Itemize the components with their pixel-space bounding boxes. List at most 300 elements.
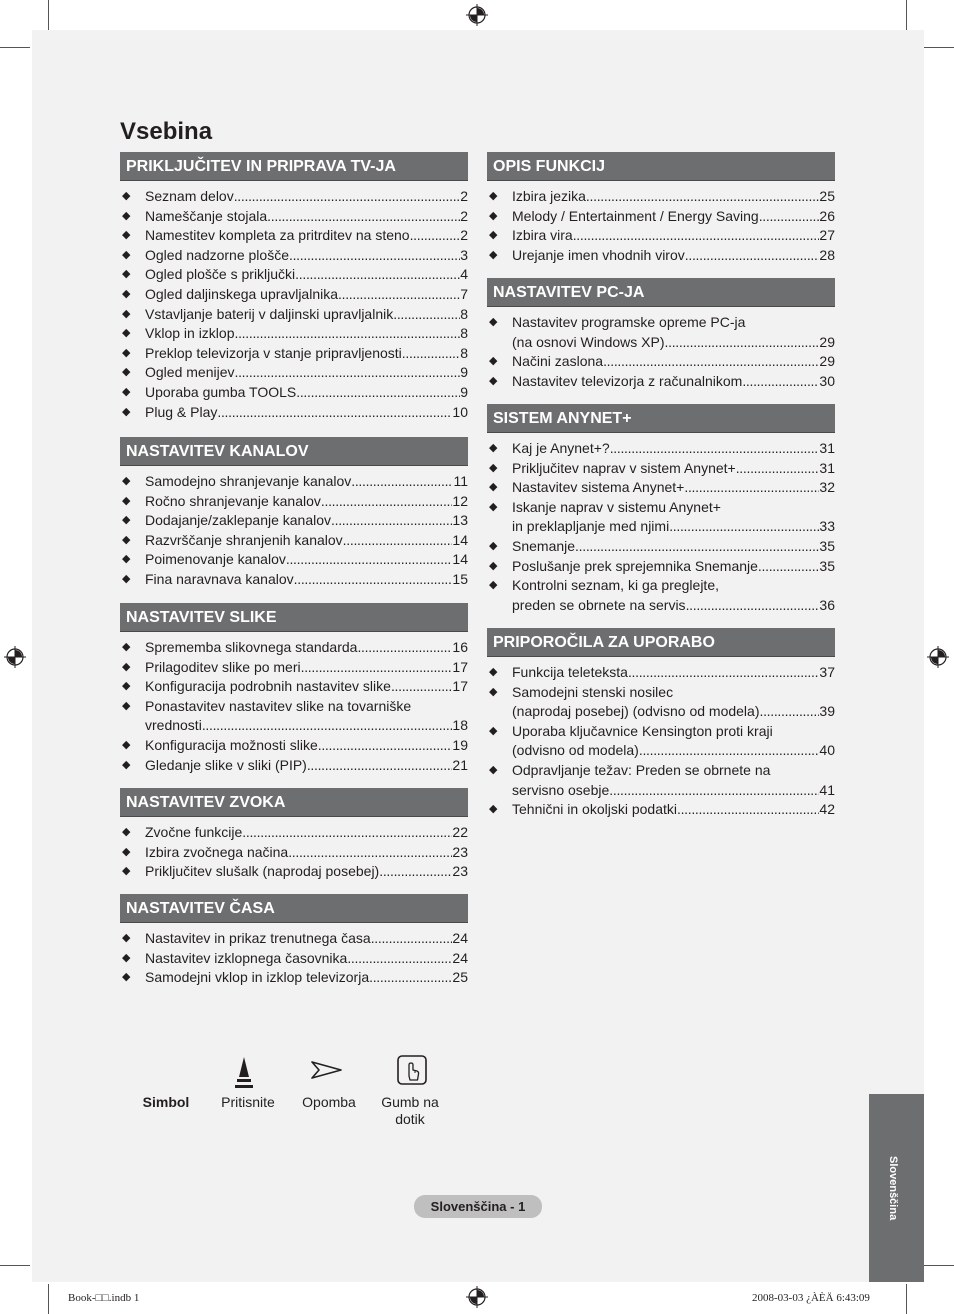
dot-leader [759, 702, 819, 722]
toc-entry-label: Vstavljanje baterij v daljinski upravljalnik [145, 305, 394, 322]
toc-page-number: 21 [452, 756, 468, 773]
toc-page-number: 32 [819, 479, 835, 496]
footer-timestamp: 2008-03-03 ¿ÀÈÄ 6:43:09 [752, 1292, 870, 1304]
toc-entry[interactable] [120, 226, 468, 246]
toc-entry-body [512, 459, 835, 479]
toc-entry-body [512, 246, 835, 266]
toc-entry-line [512, 459, 835, 479]
diamond-bullet-icon: ◆ [122, 229, 131, 242]
toc-entry-line [145, 949, 468, 969]
section-heading: NASTAVITEV ČASA [120, 894, 468, 923]
toc-entry-body [145, 324, 468, 344]
toc-page-number: 37 [819, 664, 835, 680]
toc-entry-label: in preklapljanje med njimi [512, 518, 670, 535]
section-heading: PRIPOROČILA ZA UPORABO [487, 628, 835, 657]
toc-entry[interactable] [120, 344, 468, 364]
toc-page-number: 26 [819, 207, 835, 224]
toc-entry-body [512, 372, 835, 392]
section-heading: OPIS FUNKCIJ [487, 152, 835, 181]
toc-entry-line [145, 285, 468, 305]
toc-entry-body [145, 511, 468, 531]
toc-entry[interactable] [120, 929, 468, 949]
toc-list [120, 923, 468, 988]
toc-entry-line [145, 472, 468, 492]
dot-leader [289, 246, 460, 266]
toc-entry-label: Uporaba ključavnice Kensington proti kraji [512, 722, 773, 739]
registration-mark-icon [466, 4, 488, 26]
toc-page-number: 24 [452, 949, 468, 966]
diamond-bullet-icon: ◆ [489, 803, 498, 816]
toc-page-number: 28 [819, 246, 835, 263]
toc-entry[interactable] [120, 736, 468, 756]
toc-page-number: 10 [452, 403, 468, 420]
toc-page-number: 33 [819, 518, 835, 535]
toc-page-number: 31 [819, 459, 835, 476]
toc-entry-body [512, 478, 835, 498]
toc-list [487, 181, 835, 265]
section-heading: NASTAVITEV PC-JA [487, 278, 835, 307]
registration-mark-icon [927, 646, 949, 668]
dot-leader [573, 226, 820, 246]
toc-entry[interactable] [487, 663, 835, 683]
toc-entry-line [145, 344, 468, 364]
toc-entry-label: Ponastavitev nastavitev slike na tovarniške [145, 697, 412, 714]
toc-entry[interactable] [120, 207, 468, 227]
toc-entry[interactable] [487, 226, 835, 246]
toc-entry-body [145, 363, 468, 383]
toc-entry-label: Melody / Entertainment / Energy Saving [512, 207, 759, 224]
toc-entry-body [512, 683, 835, 722]
dot-leader [286, 550, 453, 570]
toc-entry[interactable] [487, 207, 835, 227]
toc-page-number: 23 [452, 863, 468, 880]
toc-entry-label: Nastavitev sistema Anynet+ [512, 479, 685, 496]
toc-entry-body [145, 736, 468, 756]
toc-entry-body [145, 756, 468, 776]
toc-entry-body [512, 761, 835, 800]
dot-leader [234, 187, 460, 207]
legend-symbol-label: Simbol [142, 1094, 190, 1110]
toc-entry-body [145, 658, 468, 678]
toc-entry-body [145, 344, 468, 364]
dot-leader [235, 363, 461, 383]
toc-entry[interactable] [487, 800, 835, 820]
toc-entry-label: Sprememba slikovnega standarda [145, 639, 358, 655]
toc-entry-label: Snemanje [512, 537, 576, 554]
toc-entry-label: Plug & Play [145, 403, 218, 420]
toc-entry[interactable] [487, 576, 835, 615]
toc-entry[interactable] [487, 537, 835, 557]
dot-leader [393, 305, 460, 325]
dot-leader [586, 187, 820, 207]
toc-entry-line [512, 683, 835, 703]
diamond-bullet-icon: ◆ [489, 666, 498, 678]
toc-section [120, 894, 468, 988]
toc-entry-label: Ogled plošče s priključki [145, 266, 296, 283]
toc-entry-line [512, 722, 835, 742]
toc-entry-label: Ogled daljinskega upravljalnika [145, 285, 339, 302]
toc-page-number: 35 [819, 557, 835, 574]
dot-leader [217, 403, 452, 423]
toc-page-number: 36 [819, 596, 835, 613]
toc-page-number: 24 [452, 930, 468, 946]
toc-entry[interactable] [120, 550, 468, 570]
toc-page-number: 9 [460, 364, 468, 381]
legend-touch-label [372, 1094, 448, 1128]
toc-page-number: 31 [819, 440, 835, 456]
diamond-bullet-icon: ◆ [489, 559, 498, 572]
dot-leader [759, 207, 820, 227]
legend-touch-label-line-2: dotik [395, 1111, 425, 1127]
toc-entry[interactable] [120, 677, 468, 697]
crop-mark [48, 0, 49, 30]
crop-mark [924, 47, 954, 48]
toc-entry-label: Kontrolni seznam, ki ga preglejte, [512, 577, 719, 594]
toc-entry-line [512, 761, 835, 781]
toc-entry[interactable] [120, 697, 468, 736]
toc-entry-label: Preklop televizorja v stanje pripravljenosti [145, 344, 402, 361]
section-heading: SISTEM ANYNET+ [487, 404, 835, 433]
toc-section [487, 152, 835, 265]
toc-entry-line [145, 383, 468, 403]
toc-page-number: 41 [819, 781, 835, 798]
dot-leader [742, 372, 819, 392]
dot-leader [343, 531, 453, 551]
toc-entry-body [145, 472, 468, 492]
dot-leader [294, 570, 453, 590]
toc-entry-line [512, 781, 835, 801]
toc-page-number: 30 [819, 372, 835, 389]
legend-touch-label-line-1: Gumb na [381, 1094, 439, 1110]
toc-entry-label: Ogled menijev [145, 364, 235, 381]
toc-entry-label: Urejanje imen vhodnih virov [512, 246, 685, 263]
crop-mark [924, 1265, 954, 1266]
toc-entry-line [145, 823, 468, 843]
toc-page-number: 39 [819, 703, 835, 720]
diamond-bullet-icon: ◆ [489, 481, 498, 494]
diamond-bullet-icon: ◆ [122, 514, 131, 527]
toc-list [120, 632, 468, 775]
toc-entry-line [512, 663, 835, 683]
toc-page-number: 17 [452, 678, 468, 695]
dot-leader [677, 800, 819, 820]
toc-entry[interactable] [120, 968, 468, 988]
press-icon [232, 1055, 256, 1091]
crop-mark [48, 1284, 49, 1314]
toc-page-number: 2 [460, 207, 468, 224]
dot-leader [369, 968, 452, 988]
dot-leader [575, 537, 819, 557]
toc-entry-label: Načini zaslona [512, 353, 604, 370]
toc-entry[interactable] [487, 439, 835, 459]
toc-entry-body [145, 207, 468, 227]
toc-entry[interactable] [120, 862, 468, 882]
toc-entry[interactable] [120, 531, 468, 551]
toc-entry-label: Kaj je Anynet+? [512, 440, 610, 456]
page-number-badge: Slovenščina - 1 [414, 1195, 542, 1218]
toc-entry-body [145, 265, 468, 285]
diamond-bullet-icon: ◆ [122, 845, 131, 858]
diamond-bullet-icon: ◆ [122, 932, 131, 944]
toc-entry[interactable] [487, 478, 835, 498]
crop-mark [906, 0, 907, 30]
toc-entry-body [145, 570, 468, 590]
dot-leader [235, 324, 461, 344]
dot-leader [610, 439, 820, 459]
diamond-bullet-icon: ◆ [122, 190, 131, 202]
toc-entry-label: Funkcija teleteksta [512, 664, 628, 680]
dot-leader [639, 741, 820, 761]
toc-entry-label: Fina naravnava kanalov [145, 570, 294, 587]
toc-entry-label: preden se obrnete na servis [512, 596, 686, 613]
toc-section [120, 603, 468, 775]
toc-entry[interactable] [120, 305, 468, 325]
dot-leader [410, 226, 461, 246]
toc-page-number: 16 [452, 639, 468, 655]
diamond-bullet-icon: ◆ [122, 248, 131, 261]
toc-entry-body [145, 843, 468, 863]
toc-entry-line [512, 226, 835, 246]
toc-entry-label: Ogled nadzorne plošče [145, 246, 289, 263]
dot-leader [603, 352, 819, 372]
diamond-bullet-icon: ◆ [489, 763, 498, 776]
toc-entry-body [145, 550, 468, 570]
toc-page-number: 11 [453, 473, 468, 489]
toc-entry[interactable] [120, 823, 468, 843]
toc-entry[interactable] [487, 722, 835, 761]
toc-entry-line [512, 478, 835, 498]
toc-entry-line [512, 537, 835, 557]
toc-entry-line [512, 439, 835, 459]
toc-entry-line [145, 246, 468, 266]
toc-entry-label: Odpravljanje težav: Preden se obrnete na [512, 761, 771, 778]
toc-entry[interactable] [120, 570, 468, 590]
toc-page-number: 29 [819, 353, 835, 370]
toc-entry-line [145, 531, 468, 551]
toc-entry-body [145, 949, 468, 969]
toc-entry-line [145, 736, 468, 756]
toc-entry-line [512, 498, 835, 518]
toc-entry[interactable] [487, 313, 835, 352]
dot-leader [371, 929, 453, 949]
dot-leader [665, 333, 820, 353]
dot-leader [391, 677, 452, 697]
toc-entry-body [512, 663, 835, 683]
toc-entry-line [512, 187, 835, 207]
toc-section [120, 152, 468, 422]
toc-entry-body [512, 187, 835, 207]
toc-page-number: 14 [452, 551, 468, 568]
toc-entry[interactable] [120, 511, 468, 531]
toc-entry[interactable] [120, 324, 468, 344]
diamond-bullet-icon: ◆ [122, 268, 131, 281]
toc-entry[interactable] [120, 756, 468, 776]
toc-entry-line [512, 333, 835, 353]
toc-entry-label: Samodejni vklop in izklop televizorja [145, 969, 370, 986]
dot-leader [357, 638, 452, 658]
note-icon [311, 1060, 343, 1080]
dot-leader [736, 459, 820, 479]
toc-entry-body [512, 207, 835, 227]
toc-section [487, 278, 835, 391]
footer-file-info: Book-□□.indb 1 [68, 1292, 140, 1304]
toc-entry-body [145, 305, 468, 325]
toc-entry-line [512, 800, 835, 820]
toc-entry[interactable] [120, 492, 468, 512]
diamond-bullet-icon: ◆ [122, 641, 131, 653]
dot-leader [331, 511, 452, 531]
toc-entry[interactable] [487, 761, 835, 800]
language-side-tab [869, 1094, 924, 1282]
diamond-bullet-icon: ◆ [489, 500, 498, 513]
toc-page-number: 22 [452, 824, 468, 840]
dot-leader [379, 862, 452, 882]
toc-entry[interactable] [120, 265, 468, 285]
toc-entry-label: Izbira vira [512, 227, 573, 244]
toc-page-number: 8 [460, 325, 468, 342]
toc-entry-body [145, 638, 468, 658]
toc-page-number: 25 [452, 969, 468, 986]
registration-mark-icon [4, 646, 26, 668]
toc-entry-line [512, 352, 835, 372]
toc-entry[interactable] [120, 638, 468, 658]
toc-entry-line [512, 246, 835, 266]
crop-mark [906, 1284, 907, 1314]
legend-press-label: Pritisnite [221, 1094, 275, 1110]
dot-leader [321, 492, 453, 512]
toc-entry-body [512, 352, 835, 372]
toc-entry-body [145, 531, 468, 551]
toc-entry-label: Samodejno shranjevanje kanalov [145, 473, 352, 489]
diamond-bullet-icon: ◆ [489, 461, 498, 474]
toc-entry-label: servisno osebje [512, 781, 610, 798]
toc-entry[interactable] [120, 949, 468, 969]
dot-leader [758, 557, 820, 577]
diamond-bullet-icon: ◆ [489, 355, 498, 368]
toc-entry-label: Vklop in izklop [145, 325, 235, 342]
toc-entry-line [145, 756, 468, 776]
toc-entry-label: Tehnični in okoljski podatki [512, 801, 677, 818]
toc-section [120, 788, 468, 882]
toc-entry-line [145, 570, 468, 590]
toc-entry[interactable] [120, 472, 468, 492]
diamond-bullet-icon: ◆ [122, 699, 131, 712]
toc-entry-label: Zvočne funkcije [145, 824, 243, 840]
toc-entry-line [145, 862, 468, 882]
toc-entry-label: (naprodaj posebej) (odvisno od modela) [512, 703, 760, 720]
toc-entry[interactable] [120, 658, 468, 678]
toc-entry-label: Nastavitev in prikaz trenutnega časa [145, 930, 371, 946]
diamond-bullet-icon: ◆ [122, 865, 131, 878]
toc-entry[interactable] [487, 187, 835, 207]
toc-entry[interactable] [120, 383, 468, 403]
toc-entry-label: Izbira zvočnega načina [145, 843, 289, 860]
dot-leader [267, 207, 460, 227]
toc-entry-label: Dodajanje/zaklepanje kanalov [145, 512, 332, 529]
diamond-bullet-icon: ◆ [122, 405, 131, 418]
toc-entry[interactable] [487, 352, 835, 372]
toc-page-number: 8 [460, 305, 468, 322]
toc-section [120, 437, 468, 590]
toc-page-number: 12 [452, 492, 468, 509]
toc-entry[interactable] [487, 683, 835, 722]
toc-entry[interactable] [487, 498, 835, 537]
toc-entry-body [145, 677, 468, 697]
diamond-bullet-icon: ◆ [122, 287, 131, 300]
toc-entry-body [145, 492, 468, 512]
toc-entry-body [512, 498, 835, 537]
toc-entry-line [145, 324, 468, 344]
diamond-bullet-icon: ◆ [122, 494, 131, 507]
toc-entry[interactable] [487, 459, 835, 479]
crop-mark [0, 1265, 30, 1266]
diamond-bullet-icon: ◆ [122, 826, 131, 838]
diamond-bullet-icon: ◆ [122, 475, 131, 487]
toc-entry[interactable] [120, 363, 468, 383]
toc-entry-body [512, 576, 835, 615]
toc-entry-body [512, 557, 835, 577]
toc-entry-label: Priključitev naprav v sistem Anynet+ [512, 459, 736, 476]
toc-section [487, 628, 835, 820]
toc-page-number: 19 [452, 736, 468, 753]
page-title: Vsebina [120, 118, 213, 145]
section-heading: NASTAVITEV ZVOKA [120, 788, 468, 817]
toc-entry-label: Ročno shranjevanje kanalov [145, 492, 321, 509]
diamond-bullet-icon: ◆ [489, 374, 498, 387]
toc-entry-label: Izbira jezika [512, 188, 586, 204]
toc-entry-line [145, 492, 468, 512]
dot-leader [347, 949, 452, 969]
diamond-bullet-icon: ◆ [489, 316, 498, 328]
toc-entry-line [145, 305, 468, 325]
toc-list [120, 817, 468, 882]
toc-entry[interactable] [487, 557, 835, 577]
toc-entry-label: Poimenovanje kanalov [145, 551, 286, 568]
toc-page-number: 29 [819, 333, 835, 350]
toc-entry[interactable] [487, 246, 835, 266]
diamond-bullet-icon: ◆ [489, 579, 498, 592]
toc-entry-label: Razvrščanje shranjenih kanalov [145, 531, 343, 548]
toc-entry[interactable] [120, 403, 468, 423]
toc-entry-line [512, 372, 835, 392]
toc-entry[interactable] [120, 843, 468, 863]
toc-entry[interactable] [120, 246, 468, 266]
diamond-bullet-icon: ◆ [489, 229, 498, 242]
toc-entry-label: Poslušanje prek sprejemnika Snemanje [512, 557, 758, 574]
toc-entry-line [512, 576, 835, 596]
toc-entry-body [145, 968, 468, 988]
toc-page-number: 23 [452, 843, 468, 860]
dot-leader [686, 596, 820, 616]
toc-entry-body [512, 226, 835, 246]
toc-entry[interactable] [120, 187, 468, 207]
crop-mark [0, 47, 30, 48]
toc-entry-label: Nastavitev izklopnega časovnika [145, 949, 348, 966]
diamond-bullet-icon: ◆ [489, 539, 498, 552]
toc-entry[interactable] [120, 285, 468, 305]
dot-leader [351, 472, 453, 492]
toc-list [487, 657, 835, 820]
diamond-bullet-icon: ◆ [122, 680, 131, 693]
dot-leader [609, 781, 819, 801]
toc-list [487, 433, 835, 615]
dot-leader [295, 265, 460, 285]
toc-entry[interactable] [487, 372, 835, 392]
diamond-bullet-icon: ◆ [122, 533, 131, 546]
toc-page-number: 2 [460, 188, 468, 204]
dot-leader [685, 246, 820, 266]
diamond-bullet-icon: ◆ [489, 190, 498, 202]
